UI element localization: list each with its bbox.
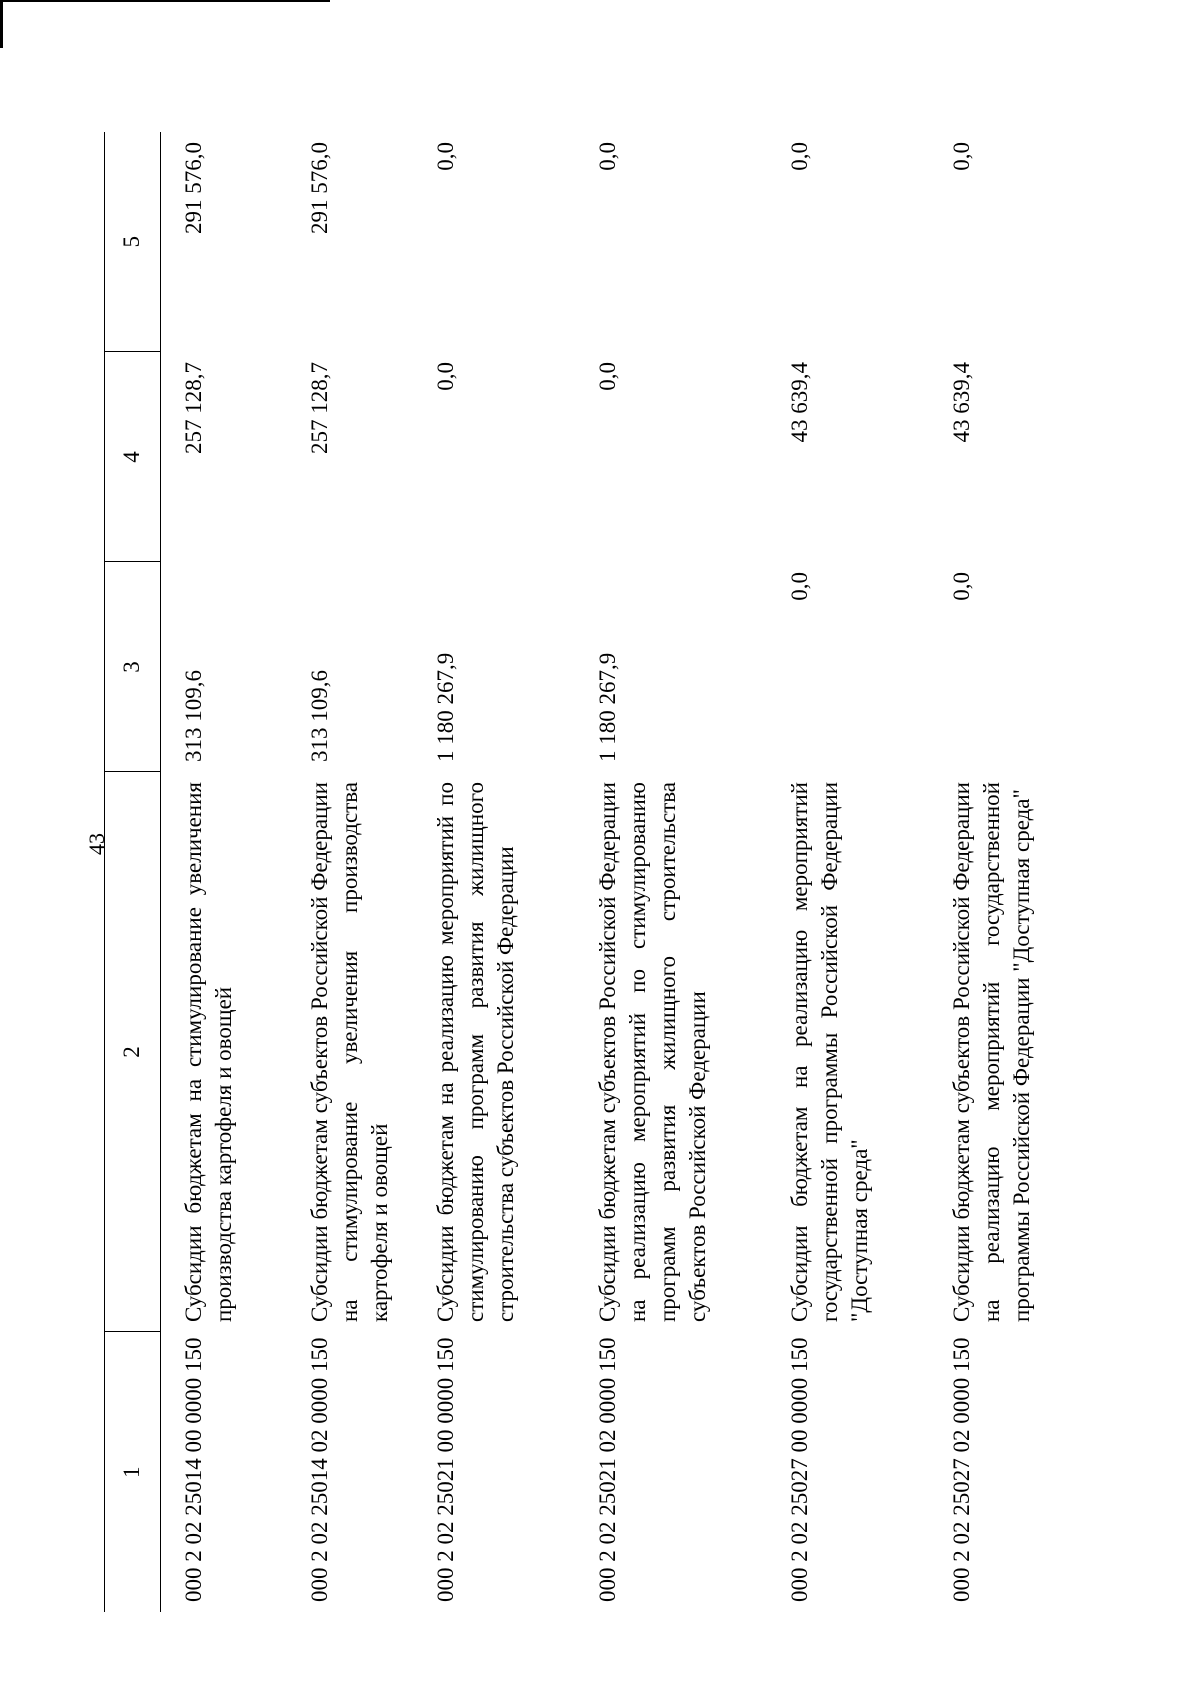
table-row bbox=[287, 132, 413, 1612]
budget-code: 000 2 02 25014 02 0000 150 bbox=[307, 1337, 332, 1602]
header-col-4: 4 bbox=[104, 352, 161, 562]
budget-code: 000 2 02 25027 02 0000 150 bbox=[949, 1337, 974, 1602]
table-row bbox=[767, 132, 929, 1612]
header-col-5: 5 bbox=[104, 132, 161, 352]
table-row bbox=[161, 132, 288, 1612]
table-row bbox=[929, 132, 1091, 1612]
header-col-3: 3 bbox=[104, 562, 161, 772]
value-col-4: 257 128,7 bbox=[181, 362, 206, 454]
budget-code: 000 2 02 25027 00 0000 150 bbox=[787, 1337, 812, 1602]
value-col-3: 0,0 bbox=[949, 572, 974, 601]
budget-code: 000 2 02 25021 00 0000 150 bbox=[433, 1337, 458, 1602]
value-col-5: 0,0 bbox=[595, 142, 620, 171]
value-col-5: 0,0 bbox=[787, 142, 812, 171]
value-col-5: 0,0 bbox=[949, 142, 974, 171]
header-col-1: 1 bbox=[104, 1332, 161, 1612]
value-col-3: 313 109,6 bbox=[181, 670, 206, 762]
income-name: Субсидии бюджетам на реализацию мероприятий государственной программы Российской Федерации "Доступная среда" bbox=[787, 782, 872, 1322]
income-name: Субсидии бюджетам субъектов Российской Федерации на стимулирование увеличения производства картофеля и овощей bbox=[307, 782, 392, 1322]
income-name: Субсидии бюджетам субъектов Российской Федерации на реализацию мероприятий по стимулированию программ развития жилищного строительства субъектов Российской Федерации bbox=[595, 782, 710, 1322]
value-col-4: 43 639,4 bbox=[949, 362, 974, 443]
value-col-5: 291 576,0 bbox=[307, 142, 332, 234]
header-col-2: 2 bbox=[104, 772, 161, 1332]
budget-code: 000 2 02 25014 00 0000 150 bbox=[181, 1337, 206, 1602]
value-col-4: 0,0 bbox=[433, 362, 458, 391]
value-col-5: 291 576,0 bbox=[181, 142, 206, 234]
value-col-3: 1 180 267,9 bbox=[595, 652, 620, 762]
income-name: Субсидии бюджетам субъектов Российской Федерации на реализацию мероприятий государственной программы Российской Федерации "Доступная среда" bbox=[949, 782, 1034, 1322]
income-name: Субсидии бюджетам на стимулирование увеличения производства картофеля и овощей bbox=[181, 782, 236, 1322]
budget-table bbox=[104, 132, 1091, 1612]
value-col-3: 0,0 bbox=[787, 572, 812, 601]
page-number: 43 bbox=[84, 833, 109, 855]
header-row bbox=[104, 132, 161, 1612]
table-row bbox=[575, 132, 767, 1612]
value-col-4: 0,0 bbox=[595, 362, 620, 391]
budget-code: 000 2 02 25021 02 0000 150 bbox=[595, 1337, 620, 1602]
value-col-5: 0,0 bbox=[433, 142, 458, 171]
value-col-4: 257 128,7 bbox=[307, 362, 332, 454]
income-name: Субсидии бюджетам на реализацию мероприятий по стимулированию программ развития жилищного строительства субъектов Российской Федерации bbox=[433, 782, 518, 1322]
value-col-4: 43 639,4 bbox=[787, 362, 812, 443]
table-row bbox=[413, 132, 575, 1612]
value-col-3: 313 109,6 bbox=[307, 670, 332, 762]
value-col-3: 1 180 267,9 bbox=[433, 652, 458, 762]
